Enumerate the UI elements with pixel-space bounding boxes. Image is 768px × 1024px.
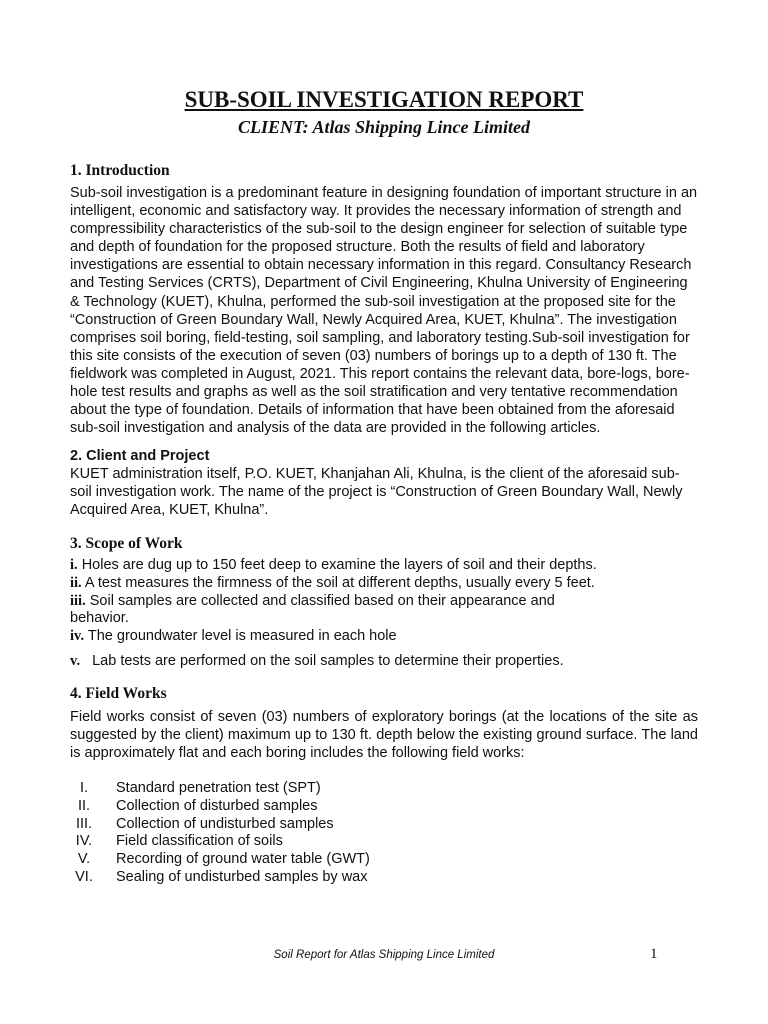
scope-item-continuation: behavior. xyxy=(70,610,129,626)
field-work-text: Recording of ground water table (GWT) xyxy=(116,851,370,867)
introduction-paragraph: Sub-soil investigation is a predominant feature in designing foundation of important structure in an intelligent, economic and satisfactory way. It provides the necessary information of strength and compressibility characteristics of the sub-soil to the design engineer for selection of suitable type and depth of foundation for the proposed structure. Both the results of field and laboratory investigations are essential to obtain necessary information in this regard. Consultancy Research and Testing Services (CRTS), Department of Civil Engineering, Khulna University of Engineering & Technology (KUET), Khulna, performed the sub-soil investigation at the proposed site for the “Construction of Green Boundary Wall, Newly Acquired Area, KUET, Khulna”. The investigation comprises soil boring, field-testing, soil sampling, and laboratory testing.Sub-soil investigation for this site consists of the execution of seven (03) numbers of borings up to a depth of 130 ft. The fieldwork was completed in August, 2021. This report contains the relevant data, bore-logs, bore-hole test results and graphs as well as the soil stratification and very tentative recommendation about the type of foundation. Details of information that have been obtained from the aforesaid sub-soil investigation and analysis of the data are provided in the following articles. xyxy=(70,185,698,437)
footer-text: Soil Report for Atlas Shipping Lince Limited xyxy=(273,949,495,961)
scope-item xyxy=(70,627,397,645)
field-work-number: III. xyxy=(75,816,93,832)
scope-item xyxy=(70,592,555,610)
field-work-text: Sealing of undisturbed samples by wax xyxy=(116,869,368,885)
scope-text: Lab tests are performed on the soil samples to determine their properties. xyxy=(92,653,564,669)
scope-item xyxy=(70,652,564,670)
scope-item xyxy=(70,556,597,574)
field-work-number: II. xyxy=(77,798,91,814)
field-work-item xyxy=(70,779,321,797)
section-heading-field-works: 4. Field Works xyxy=(70,685,167,702)
field-work-item xyxy=(70,832,283,850)
scope-marker: v. xyxy=(70,653,81,669)
section-heading-client-project: 2. Client and Project xyxy=(70,448,210,464)
field-work-text: Standard penetration test (SPT) xyxy=(116,780,321,796)
field-work-item xyxy=(70,868,368,886)
client-project-paragraph: KUET administration itself, P.O. KUET, Khanjahan Ali, Khulna, is the client of the aforesaid sub-soil investigation work. The name of the project is “Construction of Green Boundary Wall, Newly Acquired Area, KUET, Khulna”. xyxy=(70,466,683,519)
field-work-text: Collection of undisturbed samples xyxy=(116,816,334,832)
report-title: SUB-SOIL INVESTIGATION REPORT xyxy=(184,87,584,112)
scope-text: The groundwater level is measured in each hole xyxy=(87,628,397,644)
scope-item xyxy=(70,574,595,592)
field-work-text: Collection of disturbed samples xyxy=(116,798,318,814)
scope-text: Soil samples are collected and classified based on their appearance and xyxy=(89,593,555,609)
scope-marker: iii. xyxy=(70,593,86,609)
scope-text: Holes are dug up to 150 feet deep to examine the layers of soil and their depths. xyxy=(81,557,597,573)
field-work-item xyxy=(70,797,318,815)
section-heading-introduction: 1. Introduction xyxy=(70,162,170,179)
page-number: 1 xyxy=(650,946,658,962)
field-work-number: IV. xyxy=(75,833,93,849)
scope-marker: i. xyxy=(70,557,78,573)
field-work-item xyxy=(70,815,334,833)
client-line: CLIENT: Atlas Shipping Lince Limited xyxy=(237,117,531,137)
field-work-text: Field classification of soils xyxy=(116,833,283,849)
section-heading-scope: 3. Scope of Work xyxy=(70,535,183,552)
field-work-number: VI. xyxy=(75,869,93,885)
field-work-number: I. xyxy=(79,780,89,796)
scope-marker: iv. xyxy=(70,628,85,644)
field-works-paragraph: Field works consist of seven (03) numbers of exploratory borings (at the locations of the site as suggested by the client) maximum up to 130 ft. depth below the existing ground surface. The land is approximately flat and each boring includes the following field works: xyxy=(70,709,698,762)
scope-marker: ii. xyxy=(70,575,82,591)
field-work-item xyxy=(70,850,370,868)
field-work-number: V. xyxy=(77,851,91,867)
scope-text: A test measures the firmness of the soil at different depths, usually every 5 feet. xyxy=(84,575,595,591)
